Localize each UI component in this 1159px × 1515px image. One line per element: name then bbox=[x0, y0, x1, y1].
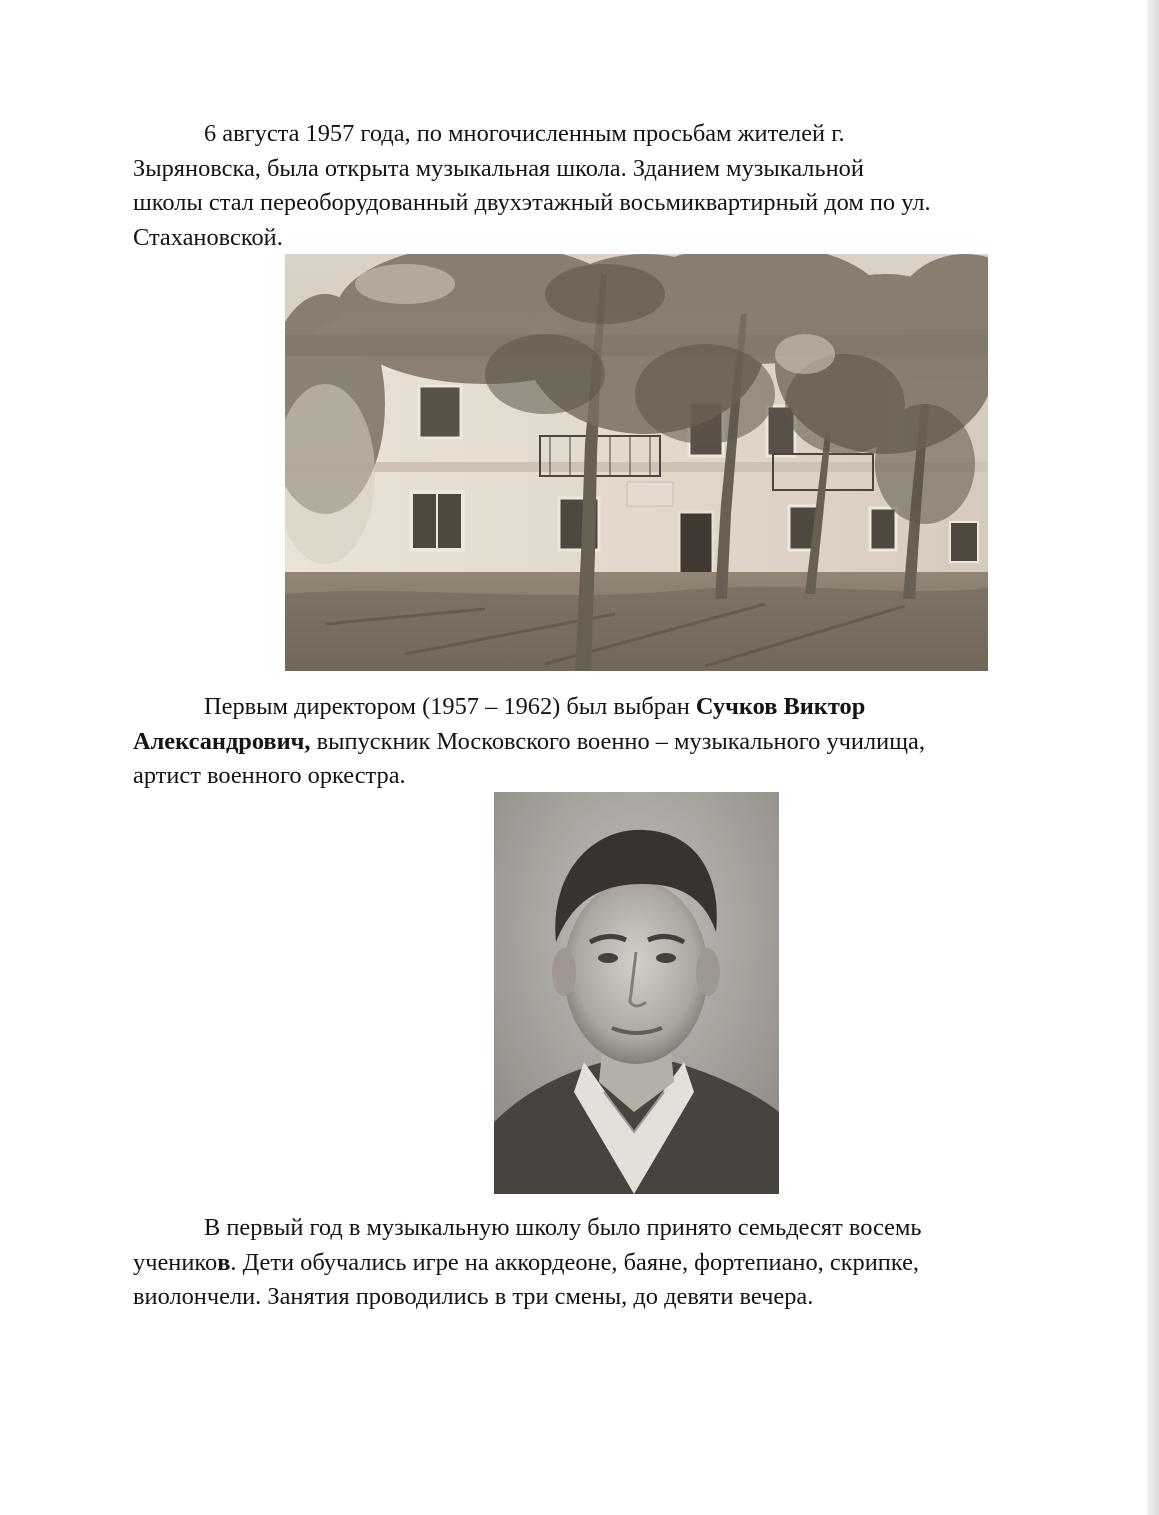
director-name-bold: Сучков Виктор bbox=[695, 693, 866, 720]
bold-letter: в bbox=[217, 1248, 231, 1276]
text-line: виолончели. Занятия проводились в три смены, до девяти вечера. bbox=[133, 1283, 814, 1310]
text-run: Первым директором (1957 – 1962) был выбран bbox=[204, 693, 696, 720]
director-portrait-photo bbox=[494, 792, 779, 1194]
paragraph-school-opening bbox=[133, 117, 1063, 255]
text-line: 6 августа 1957 года, по многочисленным просьбам жителей г. bbox=[204, 120, 845, 147]
text-line: Стахановской. bbox=[133, 223, 283, 251]
text-line: Зыряновска, была открыта музыкальная школа. Зданием музыкальной bbox=[133, 154, 864, 182]
text-line: школы стал переоборудованный двухэтажный восьмиквартирный дом по ул. bbox=[133, 189, 931, 216]
text-run: ученико bbox=[133, 1248, 218, 1276]
text-run: выпускник Московского военно – музыкального училища, bbox=[310, 727, 925, 755]
director-patronymic-bold: Александрович, bbox=[133, 727, 311, 755]
text-run: . Дети обучались игре на аккордеоне, баяне, фортепиано, скрипке, bbox=[230, 1248, 920, 1276]
text-line bbox=[133, 690, 1063, 725]
school-building-photo bbox=[285, 254, 988, 671]
text-line: артист военного оркестра. bbox=[133, 762, 406, 789]
paragraph-first-year bbox=[133, 1211, 1063, 1315]
text-line: В первый год в музыкальную школу было принято семьдесят восемь bbox=[204, 1214, 922, 1241]
text-line bbox=[133, 725, 1063, 760]
text-line bbox=[133, 1246, 1063, 1281]
paragraph-first-director bbox=[133, 690, 1063, 794]
page-edge-shadow bbox=[1147, 0, 1159, 1515]
